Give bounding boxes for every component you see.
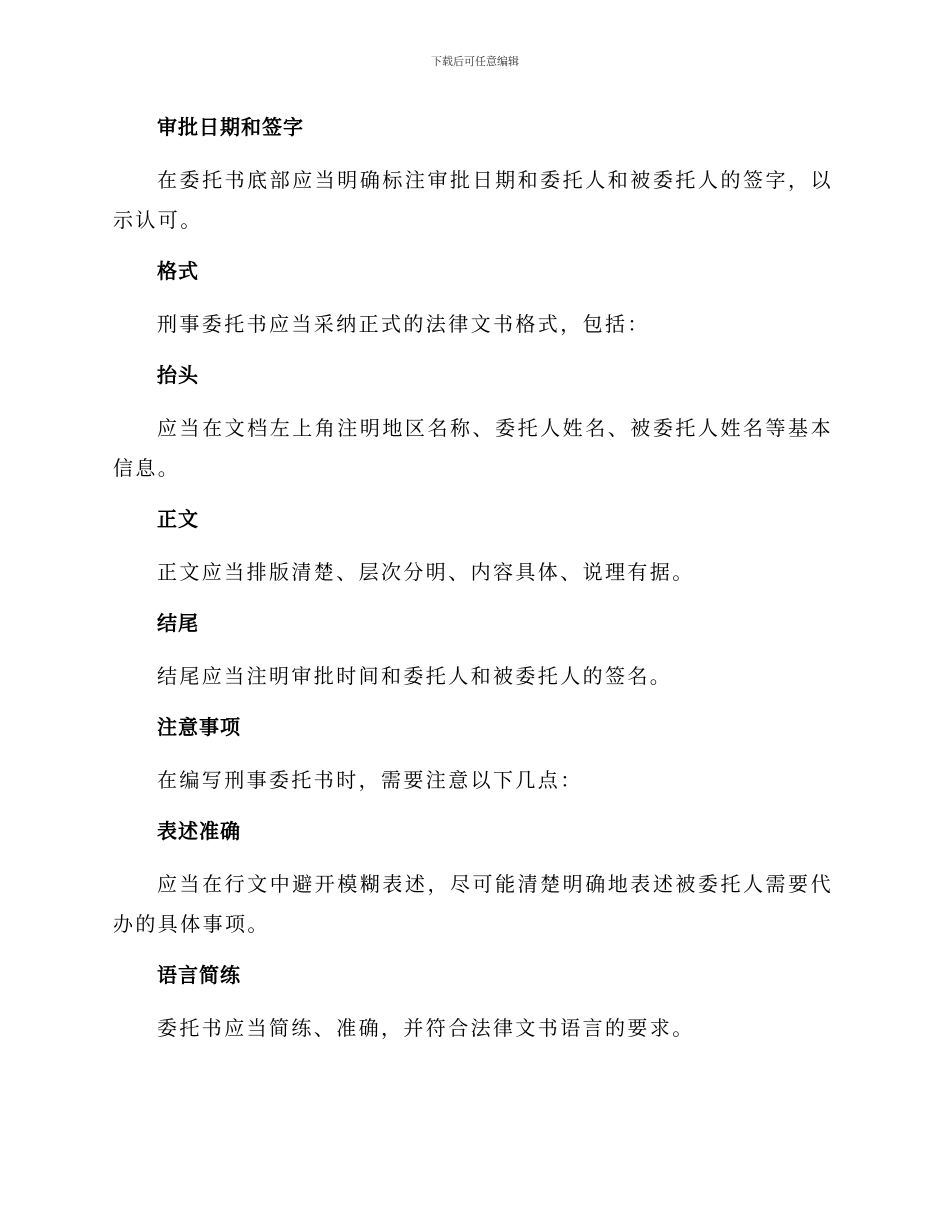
section-heading-ending: 结尾 (157, 611, 199, 635)
page-header: 下载后可任意编辑 (431, 55, 519, 68)
document-body (113, 108, 833, 1060)
section-heading-concise-language: 语言简练 (157, 963, 241, 987)
paragraph-letterhead: 应当在文档左上角注明地区名称、委托人姓名、被委托人姓名等基本信息。 (113, 416, 833, 480)
paragraph-concise-language: 委托书应当简练、准确，并符合法律文书语言的要求。 (157, 1016, 695, 1040)
section-heading-notes: 注意事项 (157, 715, 241, 739)
paragraph-format: 刑事委托书应当采纳正式的法律文书格式，包括： (157, 312, 650, 336)
paragraph-ending: 结尾应当注明审批时间和委托人和被委托人的签名。 (157, 664, 673, 688)
paragraph-accurate-expression: 应当在行文中避开模糊表述，尽可能清楚明确地表述被委托人需要代办的具体事项。 (113, 872, 833, 936)
paragraph-body-text: 正文应当排版清楚、层次分明、内容具体、说理有据。 (157, 560, 695, 584)
section-heading-approval-signature: 审批日期和签字 (157, 115, 304, 139)
section-heading-accurate-expression: 表述准确 (157, 819, 241, 843)
paragraph-notes: 在编写刑事委托书时，需要注意以下几点： (157, 768, 583, 792)
section-heading-format: 格式 (157, 259, 199, 283)
paragraph-approval-signature: 在委托书底部应当明确标注审批日期和委托人和被委托人的签字，以示认可。 (113, 168, 833, 232)
section-heading-body-text: 正文 (157, 507, 199, 531)
section-heading-letterhead: 抬头 (157, 363, 199, 387)
